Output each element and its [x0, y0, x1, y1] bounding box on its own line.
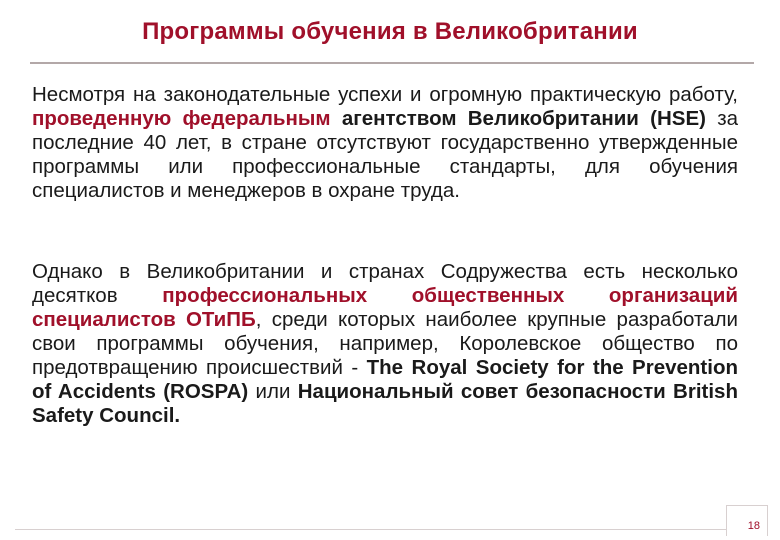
paragraph-org-rospa: The Royal Society for the Prevention of Accidents (ROSPA) — [32, 356, 738, 403]
paragraph-org-council: Национальный совет безопасности British Safety Council. — [32, 380, 738, 427]
paragraph-org-text: Однако в Великобритании и странах Содружества есть несколько десятков — [32, 260, 738, 307]
paragraph-org-or: или — [248, 380, 298, 403]
slide-title: Программы обучения в Великобритании — [142, 18, 638, 45]
paragraph-org-highlight: профессиональных общественных организаций специалистов ОТиПБ — [32, 284, 738, 331]
paragraph-hse-agency: агентством Великобритании (HSE) — [341, 107, 706, 130]
page-number: 18 — [747, 520, 760, 532]
paragraph-org-middle: , среди которых наиболее крупные разработали свои программы обучения, например, Королевское общество по предотвращению происшествий - — [32, 308, 738, 379]
paragraph-organizations — [32, 260, 738, 428]
paragraph-hse-text: Несмотря на законодательные успехи и огромную практическую работу, — [32, 83, 738, 106]
paragraph-hse-highlight: проведенную федеральным — [32, 107, 331, 130]
title-divider — [30, 62, 754, 64]
paragraph-hse-tail: за последние 40 лет, в стране отсутствуют государственно утвержденные программы или профессиональные стандарты, для обучения специалистов и менеджеров в охране труда. — [32, 107, 738, 202]
paragraph-hse-space — [331, 107, 342, 130]
paragraph-hse — [32, 83, 738, 203]
footer-divider — [15, 529, 767, 530]
